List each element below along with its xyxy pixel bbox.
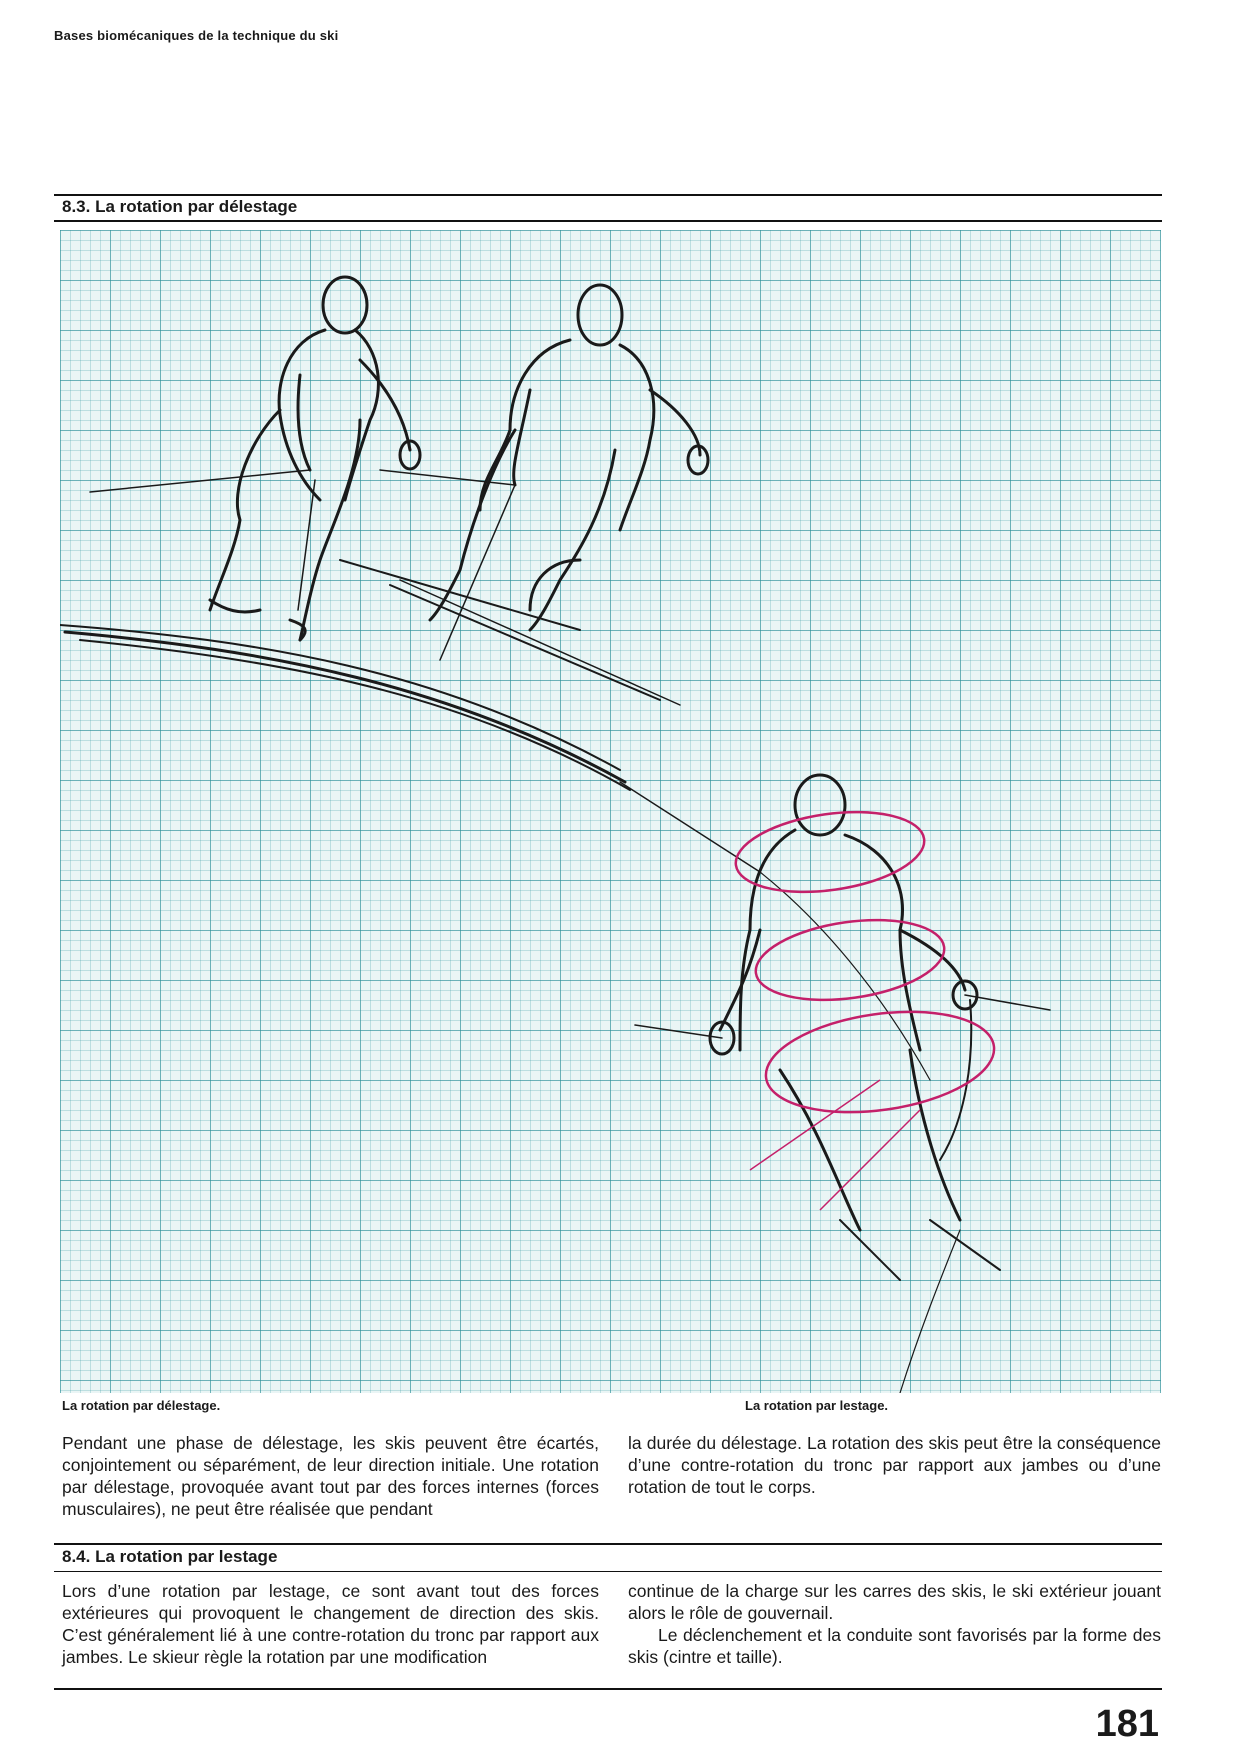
- section-2-right-column: [628, 1580, 1161, 1668]
- skier-1: [90, 277, 420, 640]
- section-bottom-rule: [54, 220, 1162, 222]
- skiing-illustration: [60, 230, 1161, 1393]
- skier-2: [340, 285, 708, 660]
- page-number: 181: [1095, 1703, 1159, 1745]
- section-title-8-4: 8.4. La rotation par lestage: [62, 1547, 278, 1566]
- skier-3: [635, 775, 1050, 1393]
- section-1-right-column: [628, 1432, 1161, 1498]
- section-title-8-3: 8.3. La rotation par délestage: [62, 197, 298, 216]
- section-2-right-text-2: Le déclenchement et la conduite sont favorisés par la forme des skis (cintre et taille).: [628, 1625, 1161, 1667]
- skier-sketch: [60, 230, 1161, 1393]
- section-2-bottom-rule: [54, 1571, 1162, 1572]
- caption-right: La rotation par lestage.: [745, 1398, 889, 1413]
- caption-left: La rotation par délestage.: [62, 1398, 221, 1413]
- section-2-top-rule: [54, 1543, 1162, 1545]
- rotation-rings: [731, 801, 1001, 1210]
- section-1-left-text: Pendant une phase de délestage, les skis peuvent être écartés, conjointement ou séparément, de leur direction initiale. Une rotation par délestage, provoquée avant tout par des forces internes (forces musculaires), ne peut être réalisée que pendant: [62, 1433, 599, 1519]
- section-top-rule: [54, 194, 1162, 196]
- section-2-left-column: [62, 1580, 599, 1668]
- section-2-right-text-1: continue de la charge sur les carres des skis, le ski extérieur jouant alors le rôle de gouvernail.: [628, 1581, 1161, 1623]
- footer-rule: [54, 1688, 1162, 1690]
- section-1-left-column: [62, 1432, 599, 1520]
- section-1-right-text: la durée du délestage. La rotation des skis peut être la conséquence d’une contre-rotation du tronc par rapport aux jambes ou d’une rotation de tout le corps.: [628, 1433, 1161, 1497]
- running-head: Bases biomécaniques de la technique du ski: [54, 28, 339, 43]
- section-2-left-text: Lors d’une rotation par lestage, ce sont avant tout des forces extérieures qui provoquent le changement de direction des skis. C’est généralement lié à une contre-rotation du tronc par rapport aux jambes. Le skieur règle la rotation par une modification: [62, 1581, 599, 1667]
